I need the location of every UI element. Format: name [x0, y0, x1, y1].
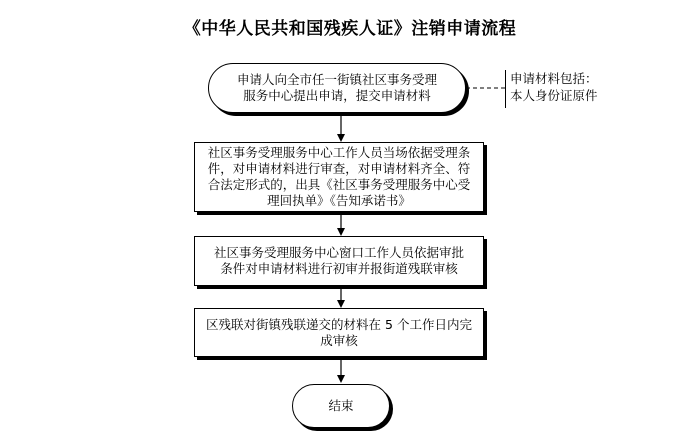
step-line: 区残联对街镇残联递交的材料在 5 个工作日内完 — [206, 316, 472, 332]
step-line: 成审核 — [320, 332, 358, 348]
step-end — [292, 384, 390, 428]
materials-note — [505, 70, 605, 108]
note-line: 本人身份证原件 — [510, 88, 598, 103]
step-preliminary — [194, 236, 484, 286]
step-line: 结束 — [328, 398, 354, 413]
step-line: 社区事务受理服务中心窗口工作人员依据审批 — [213, 245, 464, 260]
step-line: 件，对申请材料进行审查，对申请材料齐全、符 — [207, 161, 471, 176]
note-line: 申请材料包括： — [510, 71, 598, 86]
step-line: 服务中心提出申请，提交申请材料 — [243, 88, 431, 103]
step-review — [194, 142, 484, 212]
step-apply — [208, 63, 466, 113]
page-title: 《中华人民共和国残疾人证》注销申请流程 — [183, 19, 517, 39]
step-line: 申请人向全市任一街镇社区事务受理 — [236, 72, 437, 87]
step-line: 条件对申请材料进行初审并报街道残联审核 — [220, 261, 458, 276]
step-line: 合法定形式的，出具《社区事务受理服务中心受 — [207, 177, 471, 192]
step-district-approval — [194, 308, 484, 357]
step-line: 社区事务受理服务中心工作人员当场依据受理条 — [207, 145, 471, 160]
step-line: 理回执单》《告知承诺书》 — [267, 193, 411, 208]
